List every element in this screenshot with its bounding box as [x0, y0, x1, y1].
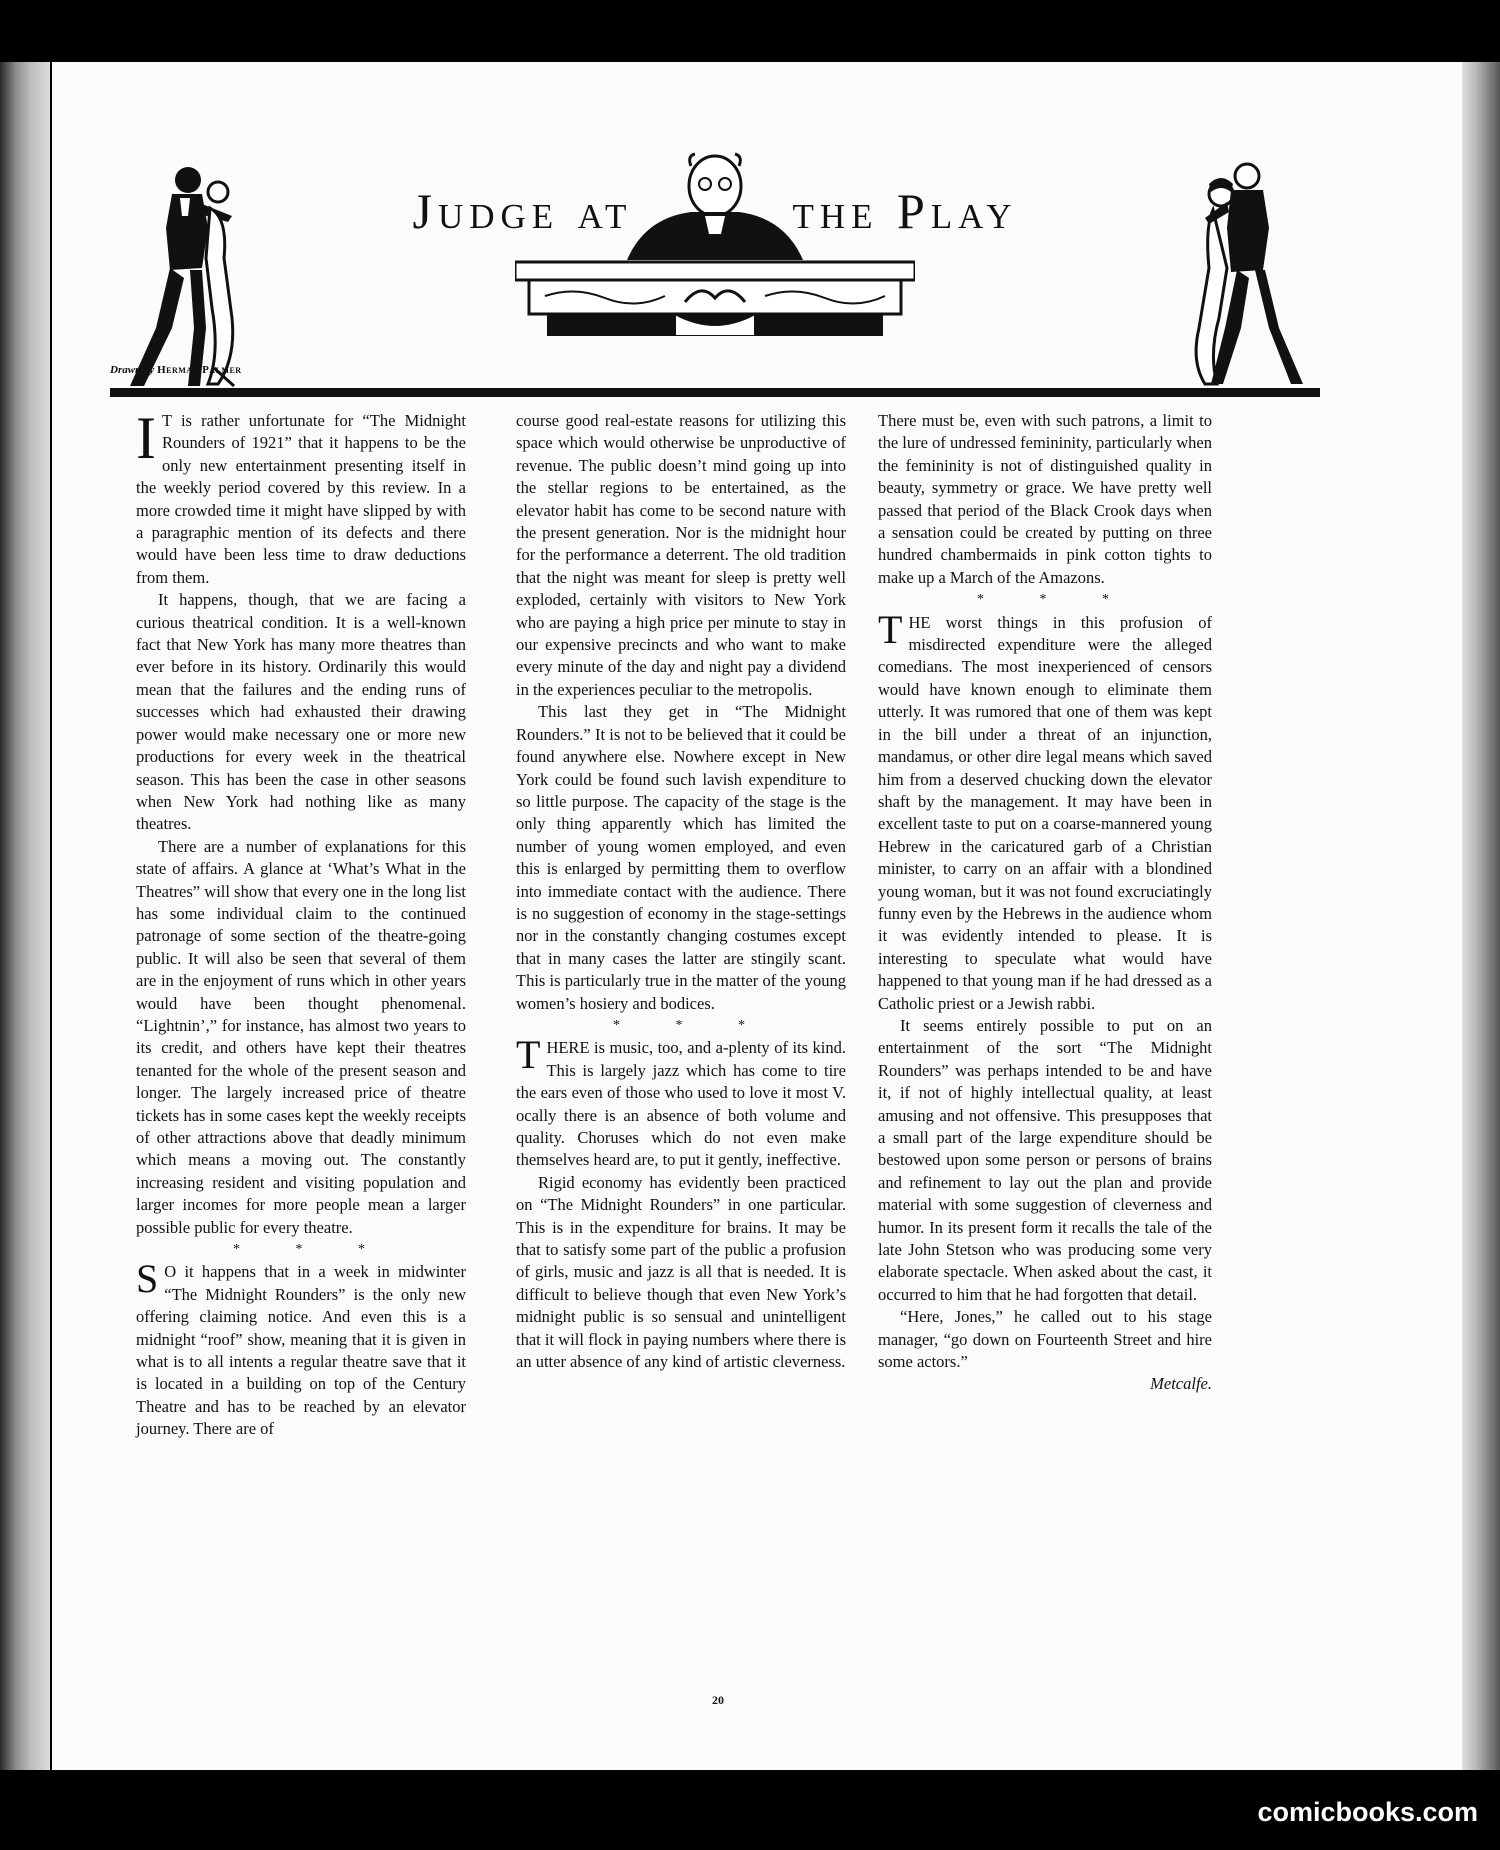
- watermark: comicbooks.com: [1257, 1797, 1478, 1827]
- author-signature: Metcalfe.: [1150, 1374, 1212, 1394]
- scan-page-edge-left: [0, 62, 50, 1770]
- header-illustration: [110, 110, 1320, 400]
- article-column-1: [136, 405, 466, 1441]
- drop-cap: S: [136, 1256, 159, 1302]
- paragraph: S O it happens that in a week in midwinter “The Midnight Rounders” is the only new offering claiming notice. And even this is a midnight “roof” show, meaning that it is given in what is to all intents a regular theatre save that it is located in a building on top of the Century Theatre and has to be reached by an elevator journey. There are of: [136, 1256, 466, 1439]
- page-title: [110, 182, 1320, 240]
- paragraph: There are a number of explanations for this state of affairs. A glance at ‘What’s What in the Theatres” will show that every one in the long list has some individual claim to the continued patronage of some section of the theatre-going public. It will also be seen that several of them are in the enjoyment of runs which in other years would have been thought phenomenal. “Lightnin’,” for instance, has almost two years to its credit, and others have kept their theatres tenanted for the whole of the present season and longer. The largely increased price of theatre tickets has in some cases kept the weekly receipts of other attractions above that deadly minimum which means a moving out. The constantly increasing resident and visiting population and larger incomes for more people mean a larger possible public for every theatre.: [136, 836, 466, 1237]
- title-left: Judge at: [412, 183, 633, 239]
- paragraph: THERE is music, too, and a-plenty of its kind. This is largely jazz which has come to tire the ears even of those who used to love it most V. ocally there is an absence of both volume and quality. Choruses which do not even make themselves heard are, to put it gently, ineffective.: [516, 1032, 846, 1170]
- paragraph: course good real-estate reasons for utilizing this space which would otherwise be unproductive of revenue. The public doesn’t mind going up into the stellar regions to be entertained, as the elevator habit has come to be second nature with the present generation. Nor is the midnight hour for the performance a deterrent. The old tradition that the night was meant for sleep is pretty well exploded, certainly with visitors to New York who are paying a high price per minute to stay in our expensive precincts and who want to make every minute of the day and night pay a dividend in the experiences peculiar to the metropolis.: [516, 411, 846, 699]
- paragraph: There must be, even with such patrons, a limit to the lure of undressed femininity, particularly when the femininity is not of distinguished quality in beauty, symmetry or grace. We have pretty well passed that period of the Black Crook days when a sensation could be created by putting on three hundred chambermaids in pink cotton tights to make up a March of the Amazons.: [878, 411, 1212, 587]
- section-divider-stars: * * *: [613, 1017, 771, 1033]
- paragraph: I T is rather unfortunate for “The Midnight Rounders of 1921” that it happens to be the only new entertainment presenting itself in the weekly period covered by this review. In a more crowded time it might have slipped by with a paragraphic mention of its defects and there would have been less time to draw deductions from them.: [136, 405, 466, 587]
- paragraph: Rigid economy has evidently been practiced on “The Midnight Rounders” in one particular. This is in the expenditure for brains. It may be that to satisfy some part of the public a profusion of girls, music and jazz is all that is needed. It is difficult to believe though that even New York’s midnight public is so sensual and unintelligent that it will flock in paying numbers where there is an utter absence of any kind of artistic cleverness.: [516, 1172, 846, 1372]
- page-number: 20: [712, 1693, 724, 1707]
- credit-prefix: Drawn by: [110, 364, 155, 376]
- paragraph: It happens, though, that we are facing a curious theatrical condition. It is a well-known fact that New York has many more theatres than ever before in its history. Ordinarily this would mean that the failures and the ending runs of successes which had exhausted their drawing power would make necessary one or more new productions for every week in the theatrical season. This has been the case in other seasons when New York had nothing like as many theatres.: [136, 590, 466, 834]
- illustration-credit: [110, 364, 242, 376]
- drop-cap: T: [878, 606, 903, 652]
- paragraph: This last they get in “The Midnight Rounders.” It is not to be believed that it could be found anywhere else. Nowhere except in New York could be found such lavish expenditure to so little purpose. The capacity of the stage is the only thing apparently which has limited the number of young women employed, and even this is enlarged by permitting them to overflow into immediate contact with the audience. There is no suggestion of economy in the stage-settings nor in the constantly changing costumes except that in many cases the latter are stingily scant. This is particularly true in the matter of the young women’s hosiery and bodices.: [516, 702, 846, 1013]
- paragraph: It seems entirely possible to put on an entertainment of the sort “The Midnight Rounders” was perhaps intended to be and have it, if not of highly intellectual quality, at least amusing and not offensive. This presupposes that a small part of the large expenditure should be bestowed upon some person or persons of brains and refinement to lay out the plan and provide material with some suggestion of cleverness and humor. In its present form it recalls the tale of the late John Stetson who was producing some very elaborate spectacle. When asked about the cast, it occurred to him that he had forgotten that detail.: [878, 1015, 1212, 1304]
- section-divider-stars: * * *: [977, 592, 1135, 608]
- paragraph: THE worst things in this profusion of misdirected expenditure were the alleged comedians. The most inexperienced of censors would have known enough to eliminate them utterly. It was rumored that one of them was kept in the bill under a threat of an injunction, mandamus, or other dire legal means which saved him from a deserved chucking down the elevator shaft by the management. It may have been in excellent taste to put on a coarse-mannered young Hebrew in the caricatured garb of a Christian minister, to carry on an affair with a blondined young woman, but it was not found excruciatingly funny even by the Hebrews in the audience whom it was evidently intended to please. It is interesting to speculate what would have happened to that young man if he had dressed as a Catholic priest or a Jewish rabbi.: [878, 606, 1212, 1013]
- section-divider-stars: * * *: [233, 1242, 391, 1258]
- drop-cap: I: [136, 405, 156, 471]
- title-right: the Play: [792, 183, 1018, 239]
- scan-page-edge-right: [1458, 62, 1500, 1770]
- drop-cap: T: [516, 1032, 541, 1078]
- article-column-3: [878, 410, 1212, 1396]
- article-column-2: [516, 410, 846, 1373]
- credit-artist-name: Herman Palmer: [157, 364, 242, 376]
- paragraph: “Here, Jones,” he called out to his stage manager, “go down on Fourteenth Street and hire some actors.”: [878, 1307, 1212, 1372]
